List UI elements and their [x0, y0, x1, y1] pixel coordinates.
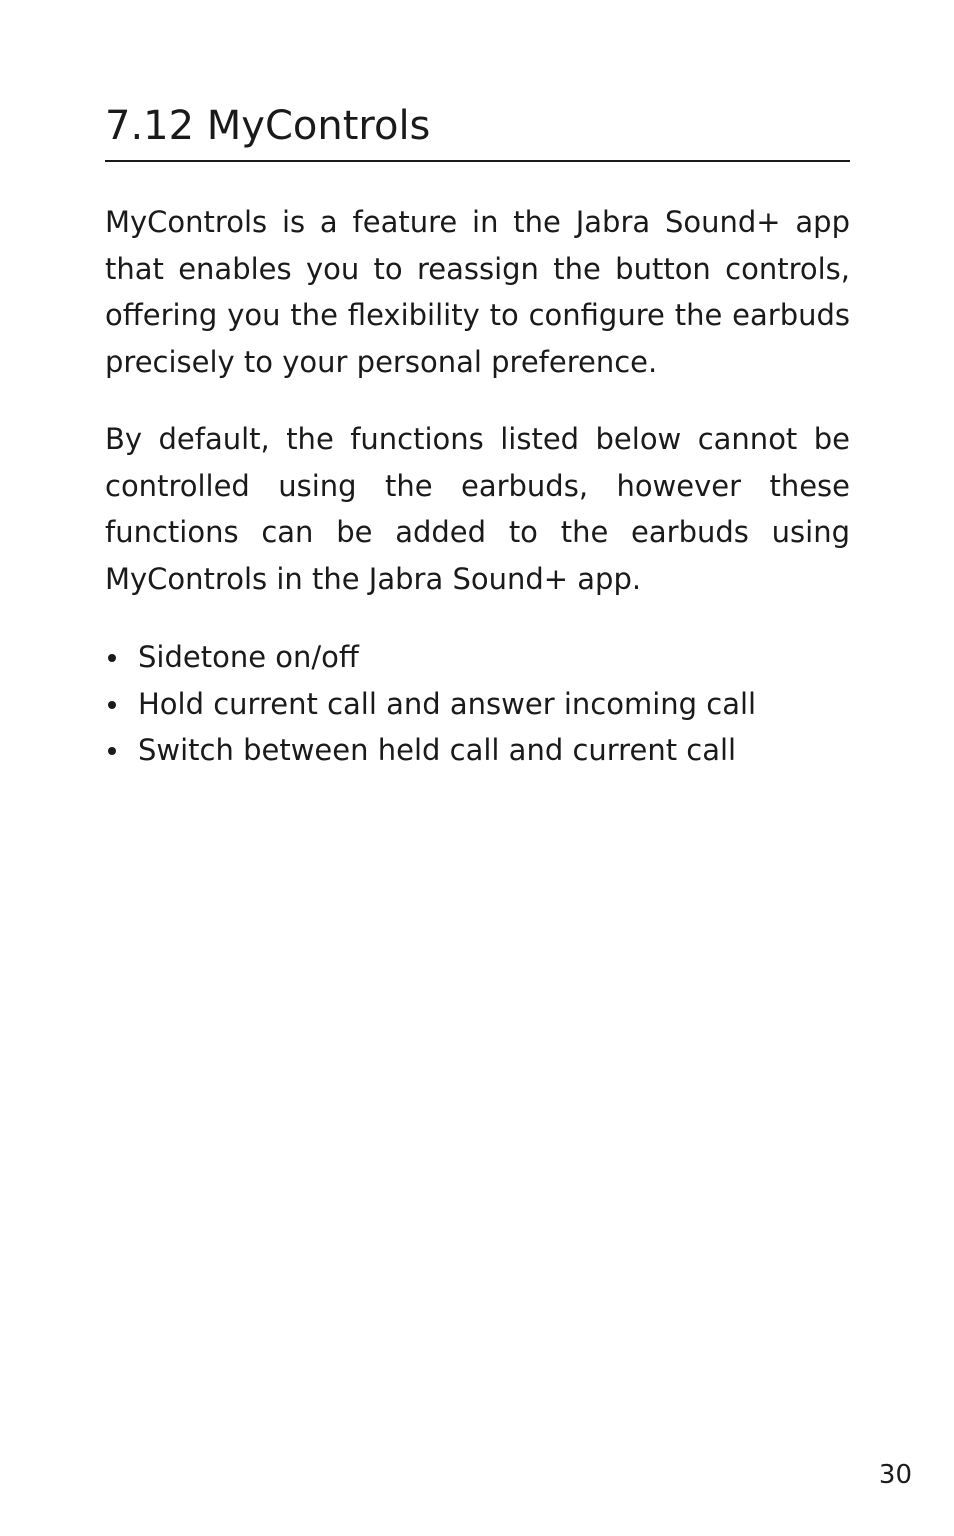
section-heading: 7.12 MyControls: [105, 100, 850, 162]
default-functions-paragraph: By default, the functions listed below cannot be controlled using the earbuds, however these functions can be added to the earbuds using MyControls in the Jabra Sound+ app.: [105, 422, 850, 596]
bullet-icon: [108, 701, 116, 709]
list-item: [105, 727, 850, 774]
page-number: 30: [878, 1460, 912, 1490]
list-item-text: Sidetone on/off: [138, 640, 359, 674]
function-list: [105, 634, 850, 774]
intro-paragraph: MyControls is a feature in the Jabra Sound+ app that enables you to reassign the button controls, offering you the flexibility to configure the earbuds precisely to your personal preference.: [105, 205, 850, 379]
list-item: [105, 634, 850, 681]
bullet-icon: [108, 747, 116, 755]
bullet-icon: [108, 654, 116, 662]
list-item-text: Hold current call and answer incoming call: [138, 686, 757, 721]
list-item-text: Switch between held call and current call: [138, 733, 737, 767]
list-item: [105, 681, 850, 728]
page-content: [105, 100, 850, 774]
